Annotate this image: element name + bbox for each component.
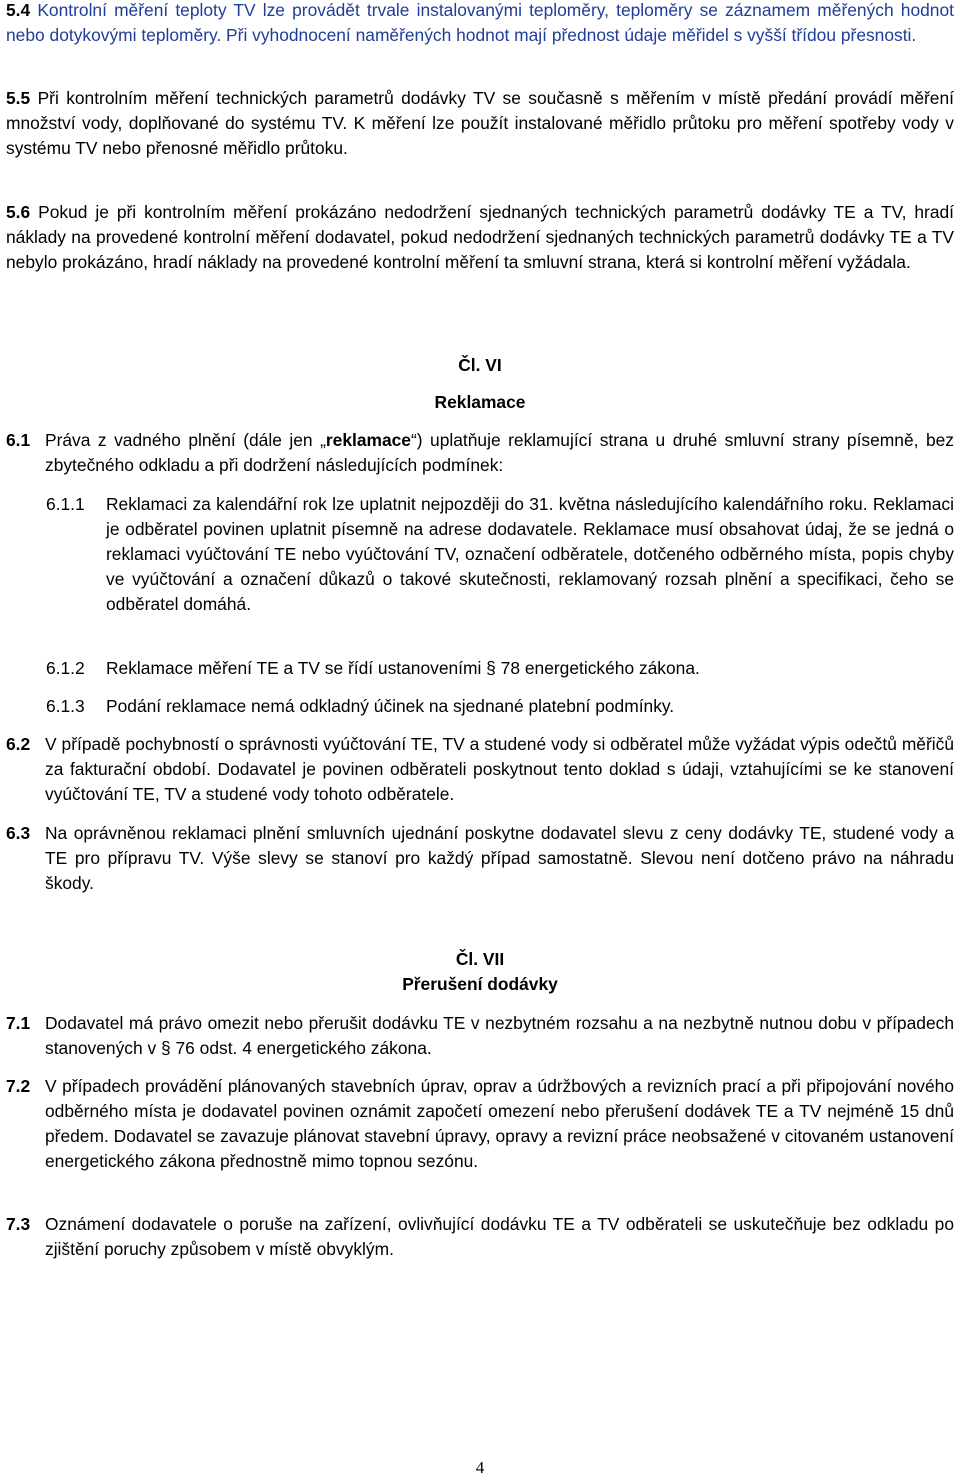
paragraph-6-1 [6, 428, 954, 478]
paragraph-text: Při kontrolním měření technických parametrů dodávky TV se současně s měřením v místě předání provádí měření množství vody, doplňované do systému TV. K měření lze použít instalované měřidlo průtoku pro měření spotřeby vody v systému TV nebo přenosné měřidlo průtoku. [6, 88, 954, 158]
page-number: 4 [475, 1458, 485, 1477]
paragraph-6-1-2 [46, 656, 954, 681]
defined-term: reklamace [325, 430, 411, 450]
paragraph-number: 6.1.1 [46, 494, 85, 514]
paragraph-text: V případech provádění plánovaných stavebních úprav, oprav a údržbových a revizních prací a při připojování nového odběrného místa je dodavatel povinen oznámit započetí omezení nebo přerušení dodávek TE a TV nejméně 15 dnů předem. Dodavatel se zavazuje plánovat stavební úpravy, opravy a revizní práce neobsažené v citovaném ustanovení energetického zákona přednostně mimo topnou sezónu. [45, 1076, 954, 1171]
paragraph-text: V případě pochybností o správnosti vyúčtování TE, TV a studené vody si odběratel může vyžádat výpis odečtů měřičů za fakturační období. Dodavatel je povinen odběrateli poskytnout tento doklad s údaji, vztahujícími se ke stanovení vyúčtování TE, TV a studené vody tohoto odběratele. [45, 734, 954, 804]
paragraph-number: 7.3 [6, 1214, 31, 1234]
article-7-title: Přerušení dodávky [402, 974, 558, 994]
paragraph-7-3 [6, 1212, 954, 1262]
paragraph-6-1-1 [46, 492, 954, 617]
paragraph-6-2 [6, 732, 954, 807]
paragraph-text: Práva z vadného plnění (dále jen „reklamace“) uplatňuje reklamující strana u druhé smluvní strany písemně, bez zbytečného odkladu a při dodržení následujících podmínek: [45, 430, 954, 475]
paragraph-number: 6.1.2 [46, 658, 85, 678]
paragraph-5-4 [6, 0, 954, 48]
paragraph-number: 5.6 [6, 202, 31, 222]
paragraph-text: Pokud je při kontrolním měření prokázáno nedodržení sjednaných technických parametrů dodávky TE a TV, hradí náklady na provedené kontrolní měření dodavatel, pokud nedodržení sjednaných technických parametrů dodávky TE a TV nebylo prokázáno, hradí náklady na provedené kontrolní měření ta smluvní strana, která si kontrolní měření vyžádala. [6, 202, 954, 272]
article-6-title: Reklamace [434, 392, 526, 412]
paragraph-text: Reklamaci za kalendářní rok lze uplatnit nejpozději do 31. května následujícího kalendářního roku. Reklamaci je odběratel povinen uplatnit písemně na adrese dodavatele. Reklamace musí obsahovat údaj, že se jedná o reklamaci vyúčtování TE nebo vyúčtování TV, označení odběratele, dotčeného odběrného místa, popis chyby ve vyúčtování a označení důkazů o takové skutečnosti, reklamovaný rozsah plnění a specifikaci, čeho se odběratel domáhá. [106, 494, 954, 614]
paragraph-text: Dodavatel má právo omezit nebo přerušit dodávku TE v nezbytném rozsahu a na nezbytně nutnou dobu v případech stanovených v § 76 odst. 4 energetického zákona. [45, 1013, 954, 1058]
paragraph-number: 7.1 [6, 1013, 31, 1033]
paragraph-number: 6.3 [6, 823, 31, 843]
paragraph-number: 5.5 [6, 88, 31, 108]
paragraph-number: 5.4 [6, 0, 31, 20]
article-7-number: Čl. VII [455, 949, 505, 969]
paragraph-number: 6.1 [6, 430, 31, 450]
paragraph-number: 7.2 [6, 1076, 31, 1096]
paragraph-number: 6.1.3 [46, 696, 85, 716]
article-6-number: Čl. VI [458, 355, 502, 375]
paragraph-7-2 [6, 1074, 954, 1174]
paragraph-text: Kontrolní měření teploty TV lze provádět trvale instalovanými teploměry, teploměry se záznamem měřených hodnot nebo dotykovými teploměry. Při vyhodnocení naměřených hodnot mají přednost údaje měřidel s vyšší třídou přesnosti. [6, 0, 954, 45]
paragraph-6-3 [6, 821, 954, 896]
paragraph-5-5 [6, 86, 954, 161]
paragraph-number: 6.2 [6, 734, 31, 754]
paragraph-text: Reklamace měření TE a TV se řídí ustanoveními § 78 energetického zákona. [106, 658, 700, 678]
paragraph-text: Na oprávněnou reklamaci plnění smluvních ujednání poskytne dodavatel slevu z ceny dodávky TE, studené vody a TE pro přípravu TV. Výše slevy se stanoví pro každý případ samostatně. Slevou není dotčeno právo na náhradu škody. [45, 823, 954, 893]
paragraph-text: Oznámení dodavatele o poruše na zařízení, ovlivňující dodávku TE a TV odběrateli se uskutečňuje bez odkladu po zjištění poruchy způsobem v místě obvyklým. [45, 1214, 954, 1259]
paragraph-text: Podání reklamace nemá odkladný účinek na sjednané platební podmínky. [106, 696, 675, 716]
paragraph-5-6 [6, 200, 954, 275]
paragraph-7-1 [6, 1011, 954, 1061]
paragraph-6-1-3 [46, 694, 954, 719]
